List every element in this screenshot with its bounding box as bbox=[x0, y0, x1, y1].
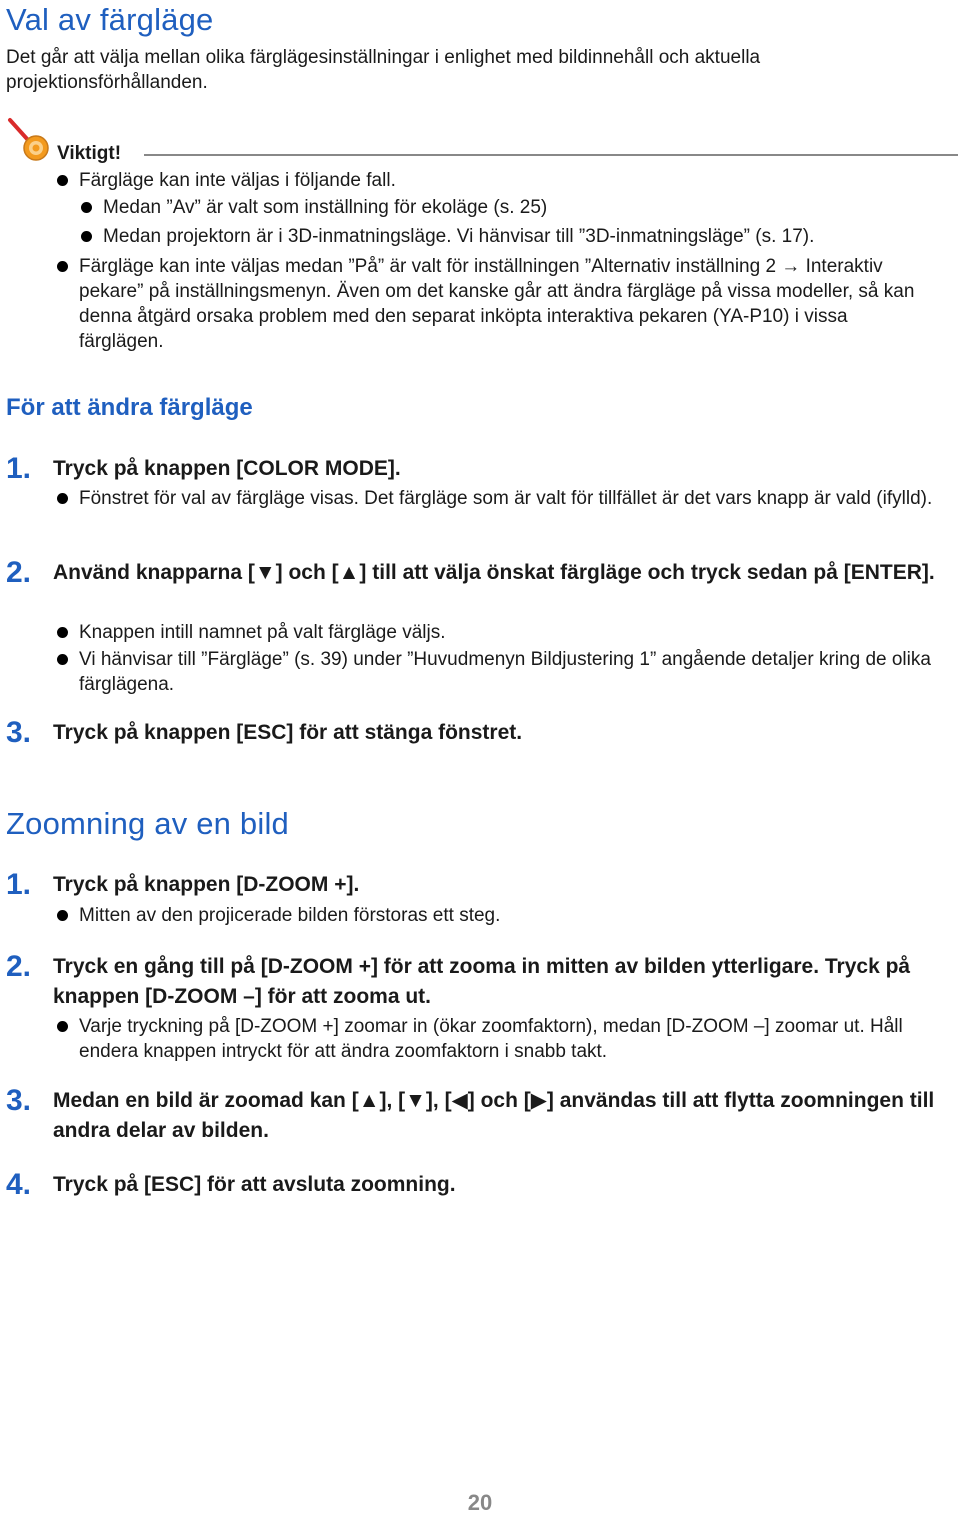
step-title: Tryck en gång till på [D-ZOOM +] för att zooma in mitten av bilden ytterligare. Tryck på knappen [D-ZOOM –] för att zooma ut. bbox=[53, 955, 911, 1008]
important-label: Viktigt! bbox=[57, 143, 122, 164]
list-item: Mitten av den projicerade bilden förstoras ett steg. bbox=[55, 903, 955, 928]
step bbox=[6, 868, 951, 928]
list-item: Färgläge kan inte väljas i följande fall. bbox=[55, 168, 925, 193]
important-divider bbox=[144, 154, 958, 156]
list-item: Fönstret för val av färgläge visas. Det färgläge som är valt för tillfället är det vars knapp är vald (ifylld). bbox=[55, 486, 955, 511]
list-item: Vi hänvisar till ”Färgläge” (s. 39) under ”Huvudmenyn Bildjustering 1” angående detaljer kring de olika färglägena. bbox=[55, 647, 955, 697]
list-item: Knappen intill namnet på valt färgläge väljs. bbox=[55, 620, 955, 645]
section-title: Val av färgläge bbox=[6, 2, 214, 37]
step-number: 2. bbox=[6, 950, 32, 983]
step-bullets bbox=[55, 620, 955, 697]
subsection-title: För att ändra färgläge bbox=[6, 394, 253, 421]
list-item: Färgläge kan inte väljas medan ”På” är valt för inställningen ”Alternativ inställning 2 → Interaktiv pekare” på inställningsmenyn. Även om det kanske går att ändra färgläge på vissa modeller, så kan denna åtgärd orsaka problem med den separat inköpta interaktiva pekaren (YA-P10) i vissa färglägen. bbox=[55, 254, 935, 354]
step-bullets bbox=[55, 903, 955, 928]
step-number: 2. bbox=[6, 556, 32, 589]
step bbox=[6, 556, 951, 696]
step-title: Tryck på knappen [ESC] för att stänga fönstret. bbox=[53, 721, 523, 744]
step-title: Medan en bild är zoomad kan [▲], [▼], [◀] och [▶] användas till att flytta zoomningen till andra delar av bilden. bbox=[53, 1089, 935, 1142]
page-number: 20 bbox=[467, 1490, 493, 1515]
step-number: 3. bbox=[6, 716, 32, 749]
step-number: 4. bbox=[6, 1168, 32, 1201]
list-item: Varje tryckning på [D-ZOOM +] zoomar in (ökar zoomfaktorn), medan [D-ZOOM –] zoomar ut. Håll endera knappen intryckt för att ändra zoomfaktorn i snabb takt. bbox=[55, 1014, 955, 1064]
list-item: Medan projektorn är i 3D-inmatningsläge. Vi hänvisar till ”3D-inmatningsläge” (s. 17). bbox=[79, 224, 939, 249]
list-item: Medan ”Av” är valt som inställning för ekoläge (s. 25) bbox=[79, 195, 939, 220]
step-title: Tryck på knappen [COLOR MODE]. bbox=[53, 457, 401, 480]
step-bullets bbox=[55, 1014, 955, 1064]
important-list bbox=[55, 168, 925, 193]
step bbox=[6, 1168, 951, 1208]
pushpin-icon bbox=[6, 116, 52, 162]
step-title: Tryck på [ESC] för att avsluta zoomning. bbox=[53, 1173, 456, 1196]
step-number: 3. bbox=[6, 1084, 32, 1117]
important-sublist bbox=[79, 195, 939, 249]
section-title-zoom: Zoomning av en bild bbox=[6, 806, 289, 841]
section-intro: Det går att välja mellan olika färglägesinställningar i enlighet med bildinnehåll och aktuella projektionsförhållanden. bbox=[6, 47, 761, 93]
step-title: Tryck på knappen [D-ZOOM +]. bbox=[53, 873, 360, 896]
step bbox=[6, 452, 951, 532]
important-notice bbox=[0, 116, 960, 356]
step bbox=[6, 716, 951, 756]
step-number: 1. bbox=[6, 452, 32, 485]
step bbox=[6, 950, 951, 1065]
step-title: Använd knapparna [▼] och [▲] till att välja önskat färgläge och tryck sedan på [ENTER]. bbox=[53, 561, 935, 584]
step-bullets bbox=[55, 486, 955, 511]
important-list-2 bbox=[55, 254, 935, 354]
step bbox=[6, 1084, 951, 1148]
step-number: 1. bbox=[6, 868, 32, 901]
